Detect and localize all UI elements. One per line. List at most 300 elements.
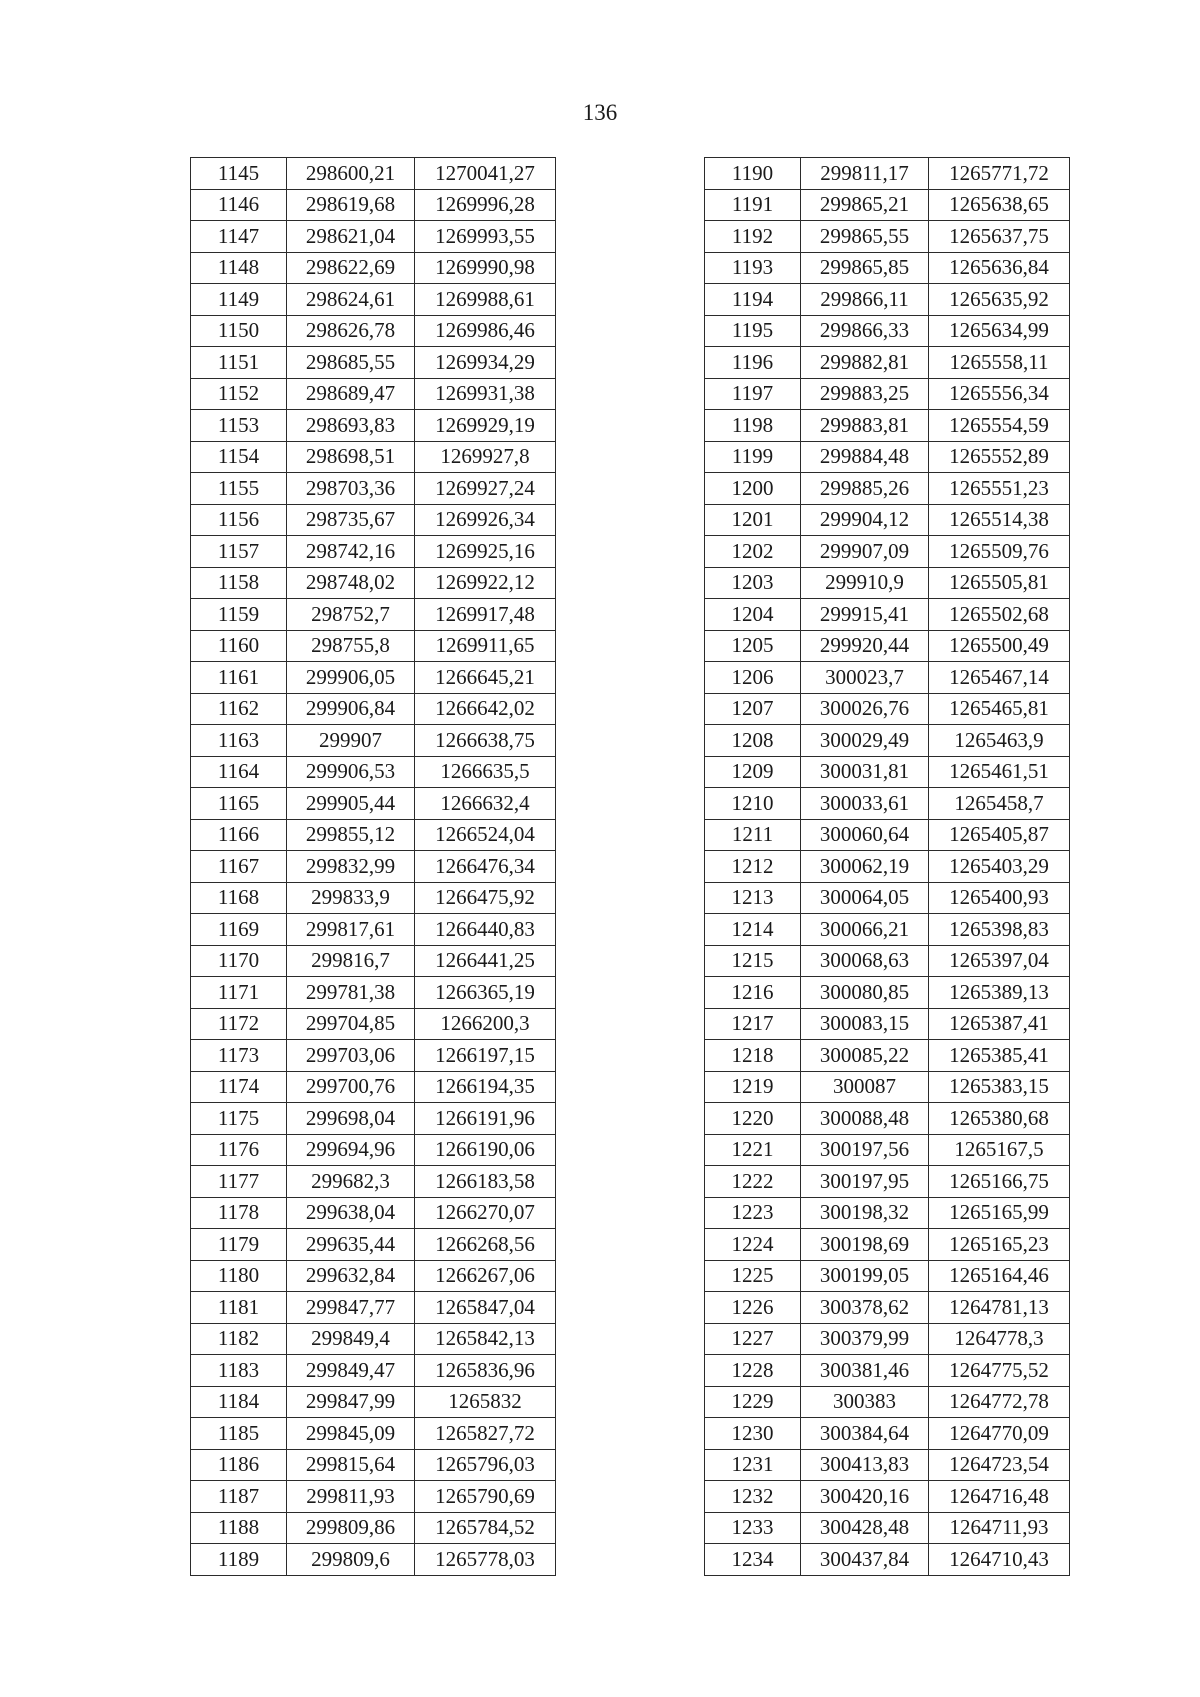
x-coordinate-cell: 299704,85: [287, 1008, 415, 1040]
y-coordinate-cell: 1265164,46: [929, 1260, 1070, 1292]
point-number-cell: 1171: [191, 977, 287, 1009]
y-coordinate-cell: 1264716,48: [929, 1481, 1070, 1513]
y-coordinate-cell: 1265636,84: [929, 252, 1070, 284]
table-row: [705, 189, 1070, 221]
table-row: [191, 1481, 556, 1513]
y-coordinate-cell: 1265387,41: [929, 1008, 1070, 1040]
point-number-cell: 1147: [191, 221, 287, 253]
y-coordinate-cell: 1265385,41: [929, 1040, 1070, 1072]
table-row: [705, 536, 1070, 568]
table-row: [191, 347, 556, 379]
y-coordinate-cell: 1265552,89: [929, 441, 1070, 473]
y-coordinate-cell: 1264775,52: [929, 1355, 1070, 1387]
point-number-cell: 1209: [705, 756, 801, 788]
y-coordinate-cell: 1266642,02: [415, 693, 556, 725]
y-coordinate-cell: 1265836,96: [415, 1355, 556, 1387]
x-coordinate-cell: 299817,61: [287, 914, 415, 946]
table-row: [705, 1134, 1070, 1166]
x-coordinate-cell: 300062,19: [801, 851, 929, 883]
y-coordinate-cell: 1269922,12: [415, 567, 556, 599]
y-coordinate-cell: 1266476,34: [415, 851, 556, 883]
point-number-cell: 1179: [191, 1229, 287, 1261]
table-row: [191, 945, 556, 977]
y-coordinate-cell: 1269934,29: [415, 347, 556, 379]
x-coordinate-cell: 300420,16: [801, 1481, 929, 1513]
x-coordinate-cell: 299832,99: [287, 851, 415, 883]
table-row: [191, 221, 556, 253]
point-number-cell: 1233: [705, 1512, 801, 1544]
x-coordinate-cell: 300379,99: [801, 1323, 929, 1355]
y-coordinate-cell: 1264772,78: [929, 1386, 1070, 1418]
table-row: [191, 284, 556, 316]
x-coordinate-cell: 300023,7: [801, 662, 929, 694]
x-coordinate-cell: 298735,67: [287, 504, 415, 536]
table-row: [191, 914, 556, 946]
point-number-cell: 1186: [191, 1449, 287, 1481]
y-coordinate-cell: 1266268,56: [415, 1229, 556, 1261]
x-coordinate-cell: 300383: [801, 1386, 929, 1418]
table-row: [705, 1544, 1070, 1576]
x-coordinate-cell: 299907: [287, 725, 415, 757]
x-coordinate-cell: 300384,64: [801, 1418, 929, 1450]
x-coordinate-cell: 298626,78: [287, 315, 415, 347]
x-coordinate-cell: 300437,84: [801, 1544, 929, 1576]
table-row: [705, 567, 1070, 599]
x-coordinate-cell: 298621,04: [287, 221, 415, 253]
point-number-cell: 1228: [705, 1355, 801, 1387]
point-number-cell: 1194: [705, 284, 801, 316]
point-number-cell: 1151: [191, 347, 287, 379]
point-number-cell: 1224: [705, 1229, 801, 1261]
y-coordinate-cell: 1265771,72: [929, 158, 1070, 190]
y-coordinate-cell: 1266190,06: [415, 1134, 556, 1166]
point-number-cell: 1156: [191, 504, 287, 536]
point-number-cell: 1229: [705, 1386, 801, 1418]
point-number-cell: 1177: [191, 1166, 287, 1198]
point-number-cell: 1149: [191, 284, 287, 316]
point-number-cell: 1226: [705, 1292, 801, 1324]
point-number-cell: 1198: [705, 410, 801, 442]
point-number-cell: 1234: [705, 1544, 801, 1576]
point-number-cell: 1193: [705, 252, 801, 284]
y-coordinate-cell: 1265784,52: [415, 1512, 556, 1544]
y-coordinate-cell: 1265638,65: [929, 189, 1070, 221]
page-number: 136: [582, 100, 618, 125]
table-row: [705, 378, 1070, 410]
table-row: [191, 630, 556, 662]
point-number-cell: 1169: [191, 914, 287, 946]
y-coordinate-cell: 1269927,8: [415, 441, 556, 473]
point-number-cell: 1192: [705, 221, 801, 253]
x-coordinate-cell: 300064,05: [801, 882, 929, 914]
table-row: [191, 1040, 556, 1072]
y-coordinate-cell: 1265505,81: [929, 567, 1070, 599]
point-number-cell: 1187: [191, 1481, 287, 1513]
x-coordinate-cell: 300378,62: [801, 1292, 929, 1324]
table-row: [705, 1449, 1070, 1481]
table-row: [705, 662, 1070, 694]
x-coordinate-cell: 298755,8: [287, 630, 415, 662]
y-coordinate-cell: 1264723,54: [929, 1449, 1070, 1481]
point-number-cell: 1232: [705, 1481, 801, 1513]
x-coordinate-cell: 299865,21: [801, 189, 929, 221]
point-number-cell: 1175: [191, 1103, 287, 1135]
y-coordinate-cell: 1265465,81: [929, 693, 1070, 725]
x-coordinate-cell: 299907,09: [801, 536, 929, 568]
point-number-cell: 1212: [705, 851, 801, 883]
y-coordinate-cell: 1265635,92: [929, 284, 1070, 316]
point-number-cell: 1174: [191, 1071, 287, 1103]
x-coordinate-cell: 298752,7: [287, 599, 415, 631]
table-row: [705, 1229, 1070, 1261]
table-row: [705, 977, 1070, 1009]
y-coordinate-cell: 1265832: [415, 1386, 556, 1418]
table-row: [705, 1008, 1070, 1040]
table-row: [191, 410, 556, 442]
x-coordinate-cell: 299833,9: [287, 882, 415, 914]
point-number-cell: 1223: [705, 1197, 801, 1229]
table-row: [191, 1166, 556, 1198]
point-number-cell: 1153: [191, 410, 287, 442]
x-coordinate-cell: 299865,85: [801, 252, 929, 284]
table-row: [705, 756, 1070, 788]
y-coordinate-cell: 1265551,23: [929, 473, 1070, 505]
y-coordinate-cell: 1265458,7: [929, 788, 1070, 820]
x-coordinate-cell: 299809,6: [287, 1544, 415, 1576]
x-coordinate-cell: 299845,09: [287, 1418, 415, 1450]
x-coordinate-cell: 299882,81: [801, 347, 929, 379]
point-number-cell: 1185: [191, 1418, 287, 1450]
y-coordinate-cell: 1265405,87: [929, 819, 1070, 851]
y-coordinate-cell: 1266365,19: [415, 977, 556, 1009]
x-coordinate-cell: 299866,33: [801, 315, 929, 347]
table-row: [705, 473, 1070, 505]
x-coordinate-cell: 299700,76: [287, 1071, 415, 1103]
point-number-cell: 1176: [191, 1134, 287, 1166]
point-number-cell: 1150: [191, 315, 287, 347]
y-coordinate-cell: 1266645,21: [415, 662, 556, 694]
point-number-cell: 1211: [705, 819, 801, 851]
y-coordinate-cell: 1265796,03: [415, 1449, 556, 1481]
x-coordinate-cell: 300029,49: [801, 725, 929, 757]
table-row: [705, 630, 1070, 662]
point-number-cell: 1145: [191, 158, 287, 190]
table-row: [191, 567, 556, 599]
y-coordinate-cell: 1266475,92: [415, 882, 556, 914]
y-coordinate-cell: 1266632,4: [415, 788, 556, 820]
table-row: [705, 725, 1070, 757]
table-row: [705, 252, 1070, 284]
point-number-cell: 1220: [705, 1103, 801, 1135]
y-coordinate-cell: 1265554,59: [929, 410, 1070, 442]
table-row: [705, 1197, 1070, 1229]
point-number-cell: 1172: [191, 1008, 287, 1040]
y-coordinate-cell: 1269926,34: [415, 504, 556, 536]
y-coordinate-cell: 1265509,76: [929, 536, 1070, 568]
x-coordinate-cell: 299865,55: [801, 221, 929, 253]
point-number-cell: 1225: [705, 1260, 801, 1292]
point-number-cell: 1173: [191, 1040, 287, 1072]
table-row: [191, 819, 556, 851]
point-number-cell: 1231: [705, 1449, 801, 1481]
table-row: [705, 347, 1070, 379]
point-number-cell: 1202: [705, 536, 801, 568]
point-number-cell: 1227: [705, 1323, 801, 1355]
y-coordinate-cell: 1266441,25: [415, 945, 556, 977]
x-coordinate-cell: 300083,15: [801, 1008, 929, 1040]
x-coordinate-cell: 299849,47: [287, 1355, 415, 1387]
table-row: [191, 851, 556, 883]
y-coordinate-cell: 1265827,72: [415, 1418, 556, 1450]
y-coordinate-cell: 1266524,04: [415, 819, 556, 851]
y-coordinate-cell: 1269986,46: [415, 315, 556, 347]
table-row: [191, 662, 556, 694]
table-row: [705, 504, 1070, 536]
y-coordinate-cell: 1266440,83: [415, 914, 556, 946]
point-number-cell: 1221: [705, 1134, 801, 1166]
y-coordinate-cell: 1269927,24: [415, 473, 556, 505]
y-coordinate-cell: 1265389,13: [929, 977, 1070, 1009]
y-coordinate-cell: 1265790,69: [415, 1481, 556, 1513]
table-row: [191, 1355, 556, 1387]
x-coordinate-cell: 298619,68: [287, 189, 415, 221]
table-row: [705, 1292, 1070, 1324]
y-coordinate-cell: 1266194,35: [415, 1071, 556, 1103]
point-number-cell: 1215: [705, 945, 801, 977]
table-row: [705, 1071, 1070, 1103]
x-coordinate-cell: 300066,21: [801, 914, 929, 946]
table-row: [705, 1386, 1070, 1418]
point-number-cell: 1163: [191, 725, 287, 757]
table-row: [191, 441, 556, 473]
y-coordinate-cell: 1266191,96: [415, 1103, 556, 1135]
table-row: [705, 410, 1070, 442]
point-number-cell: 1204: [705, 599, 801, 631]
x-coordinate-cell: 298600,21: [287, 158, 415, 190]
table-row: [191, 1103, 556, 1135]
point-number-cell: 1164: [191, 756, 287, 788]
x-coordinate-cell: 298622,69: [287, 252, 415, 284]
point-number-cell: 1180: [191, 1260, 287, 1292]
x-coordinate-cell: 299694,96: [287, 1134, 415, 1166]
x-coordinate-cell: 299815,64: [287, 1449, 415, 1481]
y-coordinate-cell: 1265514,38: [929, 504, 1070, 536]
y-coordinate-cell: 1265165,23: [929, 1229, 1070, 1261]
point-number-cell: 1219: [705, 1071, 801, 1103]
point-number-cell: 1200: [705, 473, 801, 505]
x-coordinate-cell: 300087: [801, 1071, 929, 1103]
x-coordinate-cell: 299698,04: [287, 1103, 415, 1135]
point-number-cell: 1195: [705, 315, 801, 347]
x-coordinate-cell: 299849,4: [287, 1323, 415, 1355]
x-coordinate-cell: 300085,22: [801, 1040, 929, 1072]
x-coordinate-cell: 299885,26: [801, 473, 929, 505]
x-coordinate-cell: 300197,56: [801, 1134, 929, 1166]
table-row: [705, 914, 1070, 946]
y-coordinate-cell: 1269929,19: [415, 410, 556, 442]
x-coordinate-cell: 299905,44: [287, 788, 415, 820]
x-coordinate-cell: 300199,05: [801, 1260, 929, 1292]
x-coordinate-cell: 298698,51: [287, 441, 415, 473]
table-row: [705, 441, 1070, 473]
table-row: [191, 378, 556, 410]
x-coordinate-cell: 300080,85: [801, 977, 929, 1009]
table-row: [705, 882, 1070, 914]
x-coordinate-cell: 300060,64: [801, 819, 929, 851]
x-coordinate-cell: 299906,53: [287, 756, 415, 788]
table-row: [191, 1292, 556, 1324]
y-coordinate-cell: 1266183,58: [415, 1166, 556, 1198]
y-coordinate-cell: 1269993,55: [415, 221, 556, 253]
x-coordinate-cell: 298693,83: [287, 410, 415, 442]
x-coordinate-cell: 299635,44: [287, 1229, 415, 1261]
y-coordinate-cell: 1265403,29: [929, 851, 1070, 883]
y-coordinate-cell: 1265463,9: [929, 725, 1070, 757]
point-number-cell: 1154: [191, 441, 287, 473]
y-coordinate-cell: 1264711,93: [929, 1512, 1070, 1544]
x-coordinate-cell: 298703,36: [287, 473, 415, 505]
x-coordinate-cell: 299847,77: [287, 1292, 415, 1324]
y-coordinate-cell: 1265166,75: [929, 1166, 1070, 1198]
x-coordinate-cell: 299638,04: [287, 1197, 415, 1229]
table-row: [705, 1418, 1070, 1450]
table-row: [191, 504, 556, 536]
point-number-cell: 1159: [191, 599, 287, 631]
point-number-cell: 1205: [705, 630, 801, 662]
y-coordinate-cell: 1266638,75: [415, 725, 556, 757]
x-coordinate-cell: 299811,93: [287, 1481, 415, 1513]
x-coordinate-cell: 299781,38: [287, 977, 415, 1009]
point-number-cell: 1182: [191, 1323, 287, 1355]
y-coordinate-cell: 1269990,98: [415, 252, 556, 284]
y-coordinate-cell: 1265167,5: [929, 1134, 1070, 1166]
point-number-cell: 1160: [191, 630, 287, 662]
table-row: [191, 536, 556, 568]
y-coordinate-cell: 1265467,14: [929, 662, 1070, 694]
point-number-cell: 1203: [705, 567, 801, 599]
point-number-cell: 1167: [191, 851, 287, 883]
x-coordinate-cell: 299811,17: [801, 158, 929, 190]
y-coordinate-cell: 1266270,07: [415, 1197, 556, 1229]
x-coordinate-cell: 299816,7: [287, 945, 415, 977]
table-row: [191, 1323, 556, 1355]
point-number-cell: 1199: [705, 441, 801, 473]
y-coordinate-cell: 1269911,65: [415, 630, 556, 662]
table-row: [705, 1040, 1070, 1072]
point-number-cell: 1158: [191, 567, 287, 599]
point-number-cell: 1184: [191, 1386, 287, 1418]
point-number-cell: 1191: [705, 189, 801, 221]
point-number-cell: 1170: [191, 945, 287, 977]
x-coordinate-cell: 300413,83: [801, 1449, 929, 1481]
table-row: [191, 1260, 556, 1292]
point-number-cell: 1188: [191, 1512, 287, 1544]
x-coordinate-cell: 300033,61: [801, 788, 929, 820]
table-row: [705, 1355, 1070, 1387]
x-coordinate-cell: 298748,02: [287, 567, 415, 599]
table-row: [705, 1260, 1070, 1292]
x-coordinate-cell: 299847,99: [287, 1386, 415, 1418]
table-row: [705, 1103, 1070, 1135]
point-number-cell: 1222: [705, 1166, 801, 1198]
table-row: [705, 819, 1070, 851]
table-row: [191, 1386, 556, 1418]
point-number-cell: 1216: [705, 977, 801, 1009]
table-row: [191, 599, 556, 631]
point-number-cell: 1189: [191, 1544, 287, 1576]
table-row: [191, 756, 556, 788]
x-coordinate-cell: 299904,12: [801, 504, 929, 536]
point-number-cell: 1190: [705, 158, 801, 190]
point-number-cell: 1166: [191, 819, 287, 851]
y-coordinate-cell: 1264770,09: [929, 1418, 1070, 1450]
y-coordinate-cell: 1264778,3: [929, 1323, 1070, 1355]
x-coordinate-cell: 300197,95: [801, 1166, 929, 1198]
x-coordinate-cell: 300198,32: [801, 1197, 929, 1229]
x-coordinate-cell: 299883,25: [801, 378, 929, 410]
table-row: [705, 1166, 1070, 1198]
y-coordinate-cell: 1265558,11: [929, 347, 1070, 379]
point-number-cell: 1146: [191, 189, 287, 221]
y-coordinate-cell: 1265634,99: [929, 315, 1070, 347]
point-number-cell: 1162: [191, 693, 287, 725]
y-coordinate-cell: 1265397,04: [929, 945, 1070, 977]
table-row: [191, 1071, 556, 1103]
x-coordinate-cell: 298624,61: [287, 284, 415, 316]
table-row: [705, 315, 1070, 347]
x-coordinate-cell: 300381,46: [801, 1355, 929, 1387]
y-coordinate-cell: 1265165,99: [929, 1197, 1070, 1229]
table-row: [705, 945, 1070, 977]
y-coordinate-cell: 1265383,15: [929, 1071, 1070, 1103]
point-number-cell: 1206: [705, 662, 801, 694]
x-coordinate-cell: 300198,69: [801, 1229, 929, 1261]
coordinates-table-right: [704, 157, 1070, 1576]
point-number-cell: 1213: [705, 882, 801, 914]
y-coordinate-cell: 1269988,61: [415, 284, 556, 316]
table-row: [191, 725, 556, 757]
x-coordinate-cell: 299703,06: [287, 1040, 415, 1072]
x-coordinate-cell: 299910,9: [801, 567, 929, 599]
table-row: [191, 882, 556, 914]
y-coordinate-cell: 1264781,13: [929, 1292, 1070, 1324]
point-number-cell: 1183: [191, 1355, 287, 1387]
y-coordinate-cell: 1270041,27: [415, 158, 556, 190]
y-coordinate-cell: 1266635,5: [415, 756, 556, 788]
table-row: [705, 284, 1070, 316]
y-coordinate-cell: 1269925,16: [415, 536, 556, 568]
point-number-cell: 1148: [191, 252, 287, 284]
x-coordinate-cell: 298742,16: [287, 536, 415, 568]
y-coordinate-cell: 1265461,51: [929, 756, 1070, 788]
point-number-cell: 1208: [705, 725, 801, 757]
table-row: [705, 1512, 1070, 1544]
y-coordinate-cell: 1269931,38: [415, 378, 556, 410]
point-number-cell: 1165: [191, 788, 287, 820]
x-coordinate-cell: 298689,47: [287, 378, 415, 410]
table-row: [191, 693, 556, 725]
table-row: [191, 1449, 556, 1481]
table-row: [191, 315, 556, 347]
x-coordinate-cell: 299632,84: [287, 1260, 415, 1292]
table-row: [705, 693, 1070, 725]
x-coordinate-cell: 299906,84: [287, 693, 415, 725]
table-row: [191, 1134, 556, 1166]
table-row: [191, 1418, 556, 1450]
point-number-cell: 1157: [191, 536, 287, 568]
table-row: [191, 788, 556, 820]
x-coordinate-cell: 300428,48: [801, 1512, 929, 1544]
